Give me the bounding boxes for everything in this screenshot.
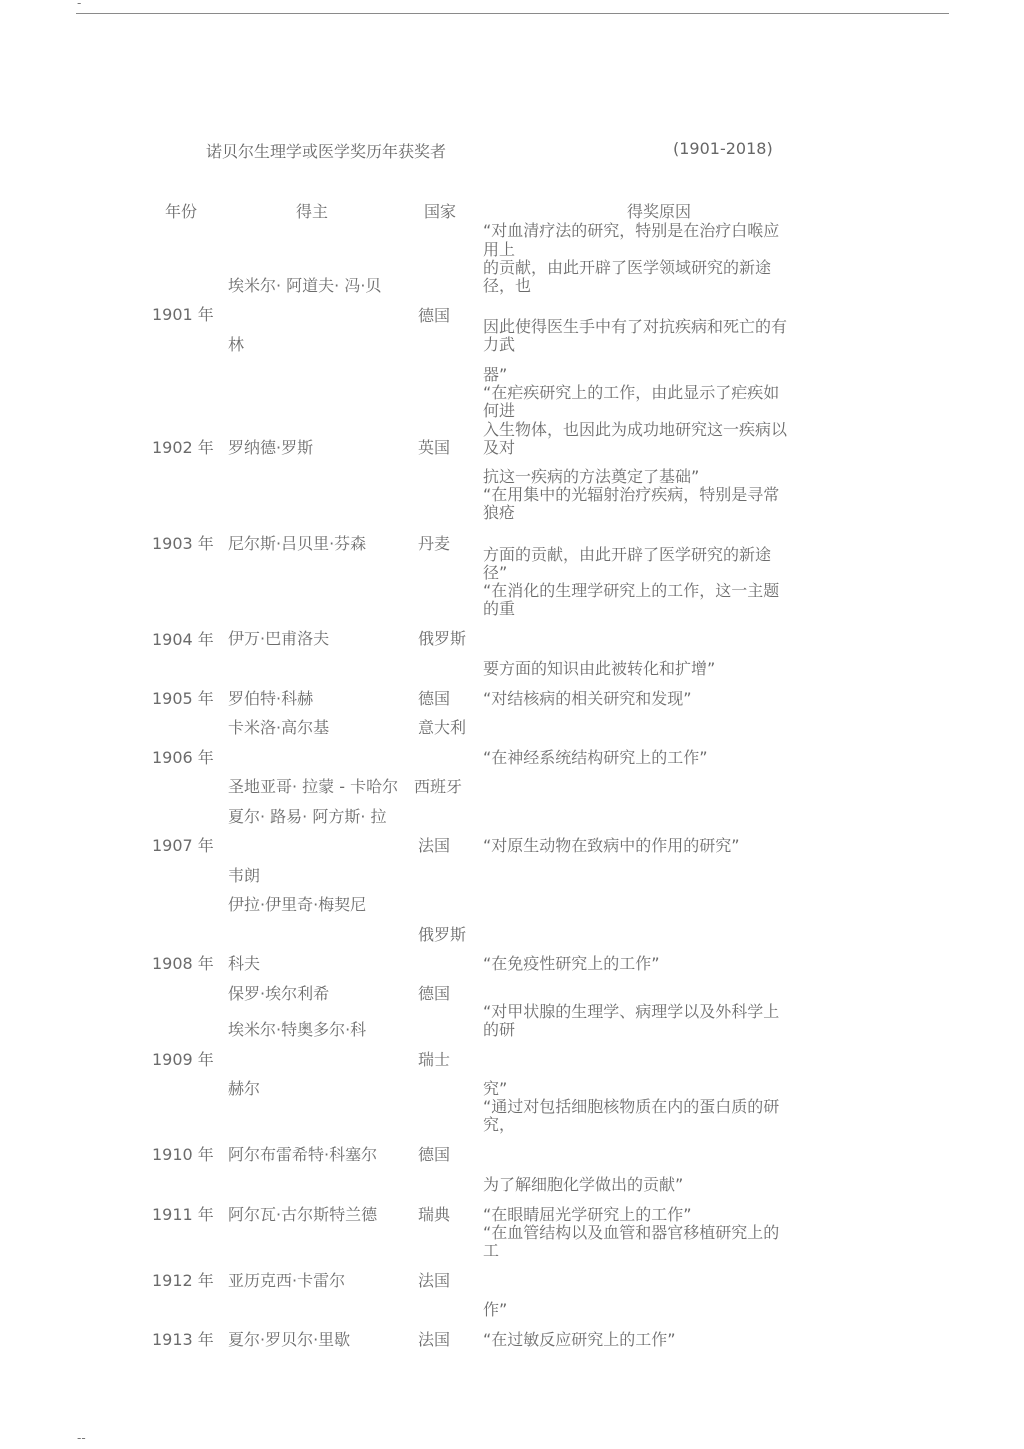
reason-line: 器”	[483, 365, 508, 384]
reason-line: 的重	[483, 599, 516, 618]
country-cell: 英国	[418, 438, 451, 457]
laureate-name: 阿尔布雷希特·科塞尔	[228, 1145, 378, 1164]
reason-line: 径”	[483, 563, 508, 582]
laureate-name: 罗纳德·罗斯	[228, 438, 314, 457]
reason-line: “在血管结构以及血管和器官移植研究上的	[483, 1223, 780, 1242]
reason-line: “在消化的生理学研究上的工作，这一主题	[483, 581, 780, 600]
reason-line: “在疟疾研究上的工作，由此显示了疟疾如	[483, 383, 780, 402]
reason-line: “通过对包括细胞核物质在内的蛋白质的研	[483, 1097, 780, 1116]
reason-line: “在眼睛屈光学研究上的工作”	[483, 1205, 692, 1224]
laureate-name: 伊拉·伊里奇·梅契尼	[228, 895, 367, 914]
laureate-name: 尼尔斯·吕贝里·芬森	[228, 534, 367, 553]
reason-line: 要方面的知识由此被转化和扩增”	[483, 659, 716, 678]
reason-line: “在过敏反应研究上的工作”	[483, 1330, 676, 1349]
country-cell: 丹麦	[418, 534, 451, 553]
year-cell: 1901 年	[152, 305, 214, 324]
reason-line: 究”	[483, 1079, 508, 1098]
reason-line: “对甲状腺的生理学、病理学以及外科学上	[483, 1002, 780, 1021]
reason-line: 工	[483, 1241, 500, 1260]
country-cell: 俄罗斯	[418, 925, 467, 944]
reason-line: 入生物体，也因此为成功地研究这一疾病以	[483, 420, 788, 439]
country-cell: 德国	[418, 984, 451, 1003]
reason-line: 的贡献，由此开辟了医学领域研究的新途	[483, 258, 772, 277]
year-cell: 1911 年	[152, 1205, 214, 1224]
year-cell: 1907 年	[152, 836, 214, 855]
laureate-name: 埃米尔· 阿道夫· 冯·贝	[228, 276, 382, 295]
year-cell: 1905 年	[152, 689, 214, 708]
laureate-name: 赫尔	[228, 1079, 261, 1098]
country-cell: 德国	[418, 1145, 451, 1164]
year-cell: 1902 年	[152, 438, 214, 457]
laureate-name: 科夫	[228, 954, 261, 973]
laureate-name: 保罗·埃尔利希	[228, 984, 330, 1003]
reason-line: 径，也	[483, 276, 532, 295]
year-cell: 1908 年	[152, 954, 214, 973]
laureate-name: 阿尔瓦·古尔斯特兰德	[228, 1205, 378, 1224]
laureate-name: 林	[228, 335, 245, 354]
footer-mark: --	[77, 1431, 86, 1445]
laureate-name: 韦朗	[228, 866, 261, 885]
reason-line: “对原生动物在致病中的作用的研究”	[483, 836, 740, 855]
laureate-name: 亚历克西·卡雷尔	[228, 1271, 346, 1290]
reason-line: 力武	[483, 335, 516, 354]
column-header-year: 年份	[165, 202, 198, 221]
laureate-name: 罗伯特·科赫	[228, 689, 314, 708]
year-cell: 1910 年	[152, 1145, 214, 1164]
reason-line: 的研	[483, 1020, 516, 1039]
laureate-name: 卡米洛·高尔基	[228, 718, 330, 737]
year-cell: 1909 年	[152, 1050, 214, 1069]
year-cell: 1903 年	[152, 534, 214, 553]
country-cell: 德国	[418, 306, 451, 325]
reason-line: 作”	[483, 1300, 508, 1319]
laureate-name: 埃米尔·特奥多尔·科	[228, 1020, 367, 1039]
header-mark: -	[77, 0, 82, 10]
reason-line: “对血清疗法的研究，特别是在治疗白喉应	[483, 221, 780, 240]
country-cell: 西班牙	[414, 777, 463, 796]
year-cell: 1913 年	[152, 1330, 214, 1349]
country-cell: 法国	[418, 1330, 451, 1349]
year-cell: 1906 年	[152, 748, 214, 767]
country-cell: 法国	[418, 836, 451, 855]
reason-line: “在免疫性研究上的工作”	[483, 954, 660, 973]
reason-line: 为了解细胞化学做出的贡献”	[483, 1175, 684, 1194]
reason-line: 用上	[483, 240, 516, 259]
column-header-country: 国家	[424, 202, 457, 221]
reason-line: 因此使得医生手中有了对抗疾病和死亡的有	[483, 317, 788, 336]
country-cell: 德国	[418, 689, 451, 708]
year-cell: 1904 年	[152, 630, 214, 649]
laureate-name: 圣地亚哥· 拉蒙 - 卡哈尔	[228, 777, 399, 796]
reason-line: 究，	[483, 1115, 516, 1134]
reason-line: 何进	[483, 401, 516, 420]
country-cell: 法国	[418, 1271, 451, 1290]
reason-line: “在神经系统结构研究上的工作”	[483, 748, 708, 767]
reason-line: 抗这一疾病的方法奠定了基础”	[483, 467, 700, 486]
laureate-name: 夏尔· 路易· 阿方斯· 拉	[228, 807, 387, 826]
reason-line: 方面的贡献，由此开辟了医学研究的新途	[483, 545, 772, 564]
reason-line: “对结核病的相关研究和发现”	[483, 689, 692, 708]
reason-line: 及对	[483, 438, 516, 457]
reason-line: “在用集中的光辐射治疗疾病，特别是寻常	[483, 485, 780, 504]
laureate-name: 伊万·巴甫洛夫	[228, 629, 330, 648]
country-cell: 瑞士	[418, 1050, 451, 1069]
country-cell: 瑞典	[418, 1205, 451, 1224]
country-cell: 俄罗斯	[418, 629, 467, 648]
title-range: (1901-2018)	[673, 139, 773, 158]
country-cell: 意大利	[418, 718, 467, 737]
header-rule	[76, 13, 949, 14]
year-cell: 1912 年	[152, 1271, 214, 1290]
column-header-laureate: 得主	[296, 202, 329, 221]
reason-line: 狼疮	[483, 503, 516, 522]
laureate-name: 夏尔·罗贝尔·里歇	[228, 1330, 351, 1349]
page-title: 诺贝尔生理学或医学奖历年获奖者	[206, 142, 447, 161]
column-header-reason: 得奖原因	[627, 202, 692, 221]
